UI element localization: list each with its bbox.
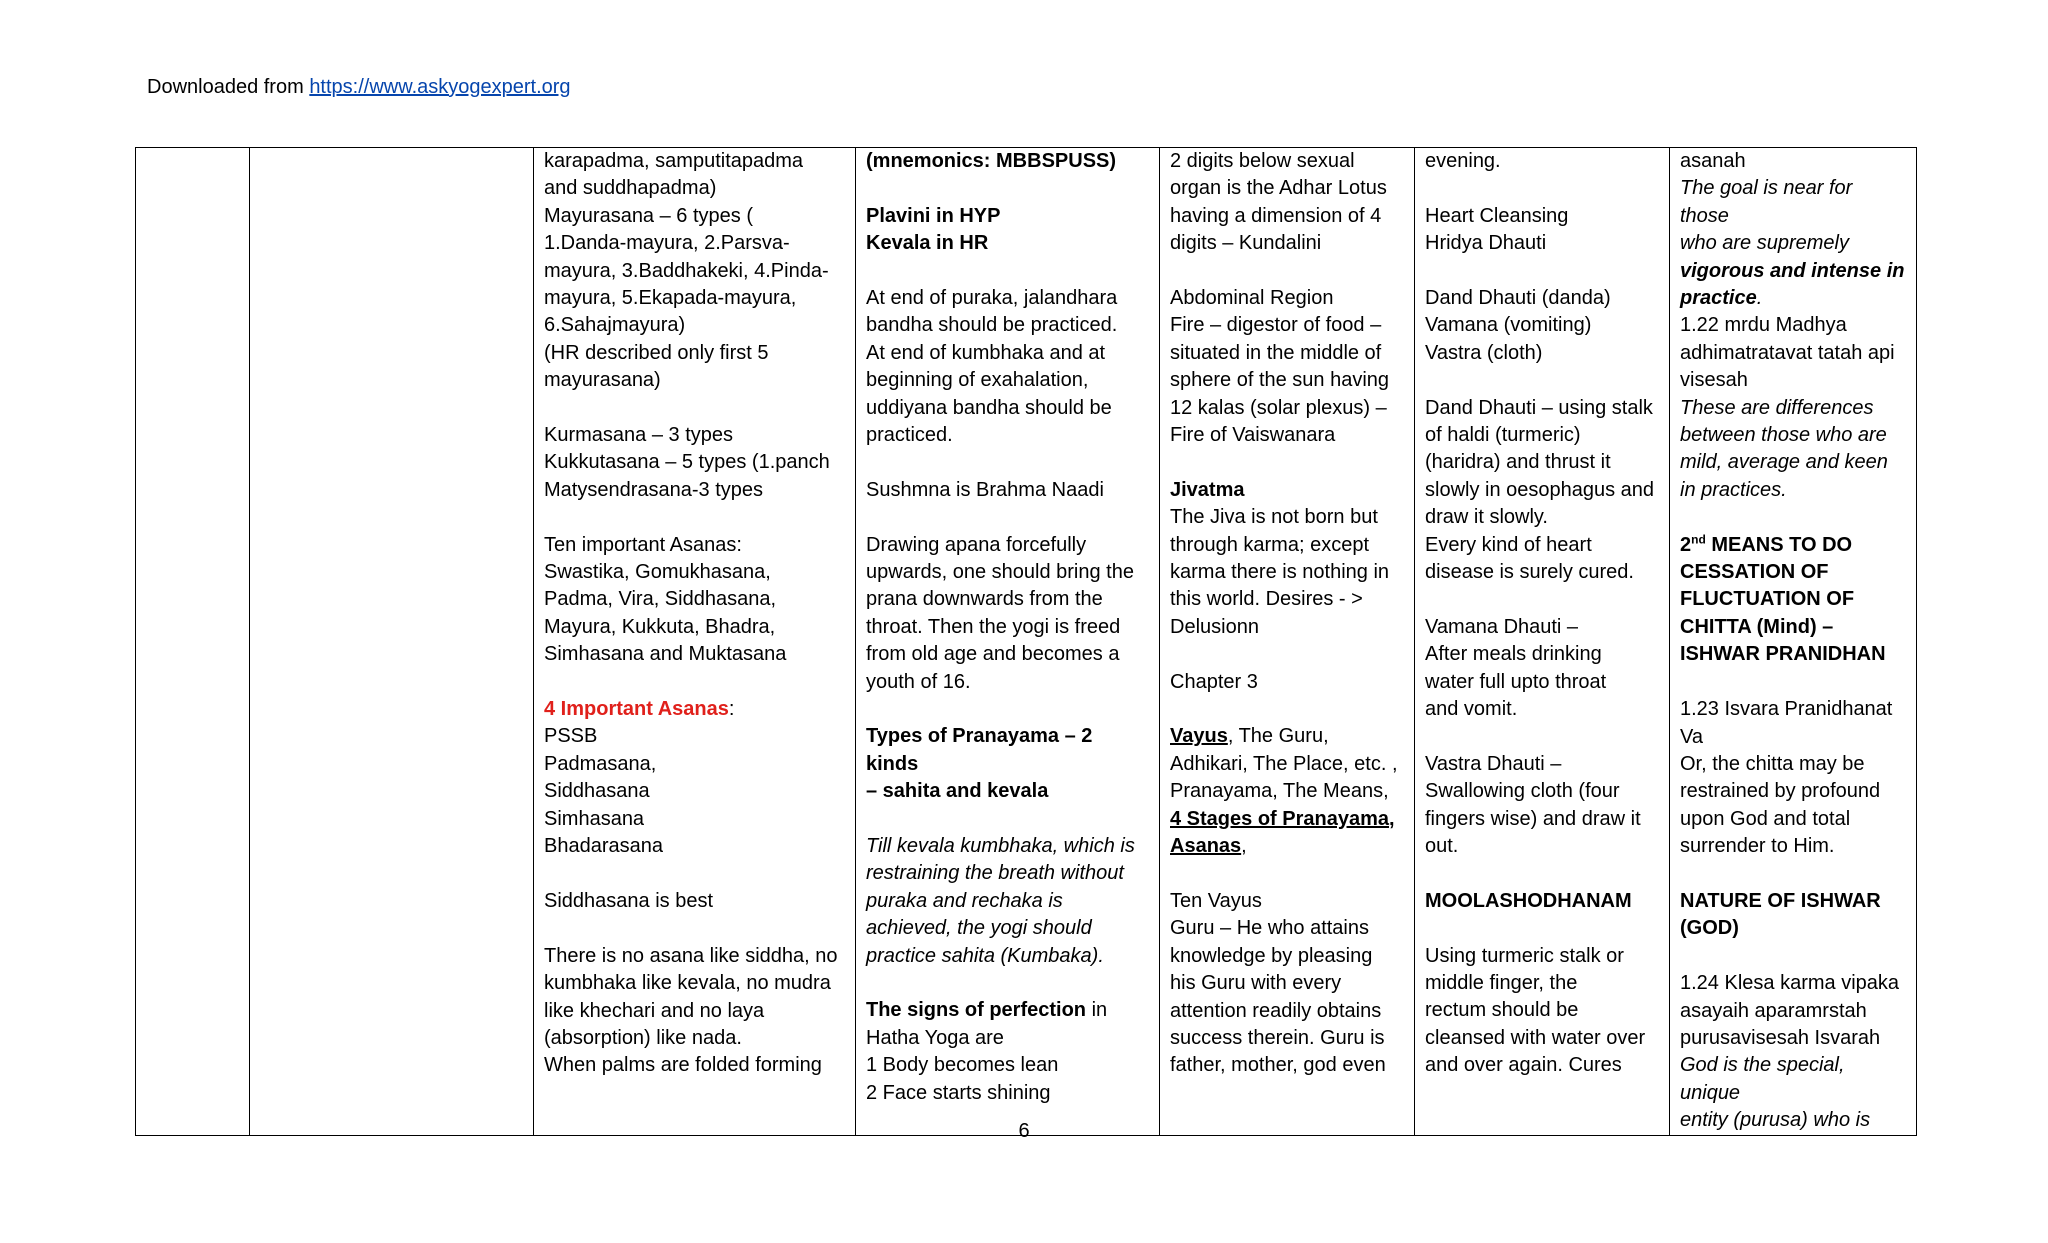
text-line: Mayurasana – 6 types (	[544, 204, 753, 227]
text-line: mayura, 5.Ekapada-mayura,	[544, 287, 797, 310]
vayus-heading	[1170, 723, 1404, 750]
text-line: At end of puraka, jalandhara	[866, 287, 1118, 309]
text-line: knowledge by pleasing	[1170, 944, 1373, 967]
practice-line	[1680, 285, 1906, 312]
text-line: At end of kumbhaka and at	[866, 341, 1106, 364]
text-line	[544, 861, 845, 888]
means-text: MEANS TO DO	[1705, 533, 1853, 556]
blank-line	[1170, 861, 1404, 888]
blank-line	[1170, 449, 1404, 476]
text-line: 1 Body becomes lean	[866, 1054, 1059, 1077]
chakras-vayus-cell	[1160, 148, 1415, 1136]
text-line: Chapter 3	[1170, 670, 1258, 693]
blank-line	[1425, 175, 1659, 202]
text-line: 1.23 Isvara Pranidhanat	[1680, 698, 1893, 721]
signs-label: The signs of perfection	[866, 999, 1087, 1022]
source-link[interactable]: https://www.askyogexpert.org	[309, 76, 571, 98]
text-line: in practices.	[1680, 478, 1787, 501]
mnemonic-line	[866, 148, 1149, 175]
asanas-text	[544, 148, 845, 1080]
text-line	[544, 395, 845, 422]
text-line: and vomit.	[1425, 698, 1518, 721]
practice-word: practice	[1680, 287, 1757, 310]
text-line: practice sahita (Kumbaka).	[866, 944, 1104, 967]
text-line	[544, 915, 845, 942]
text-line: Hatha Yoga are	[866, 1026, 1004, 1049]
text-line: Siddhasana	[544, 780, 650, 803]
text-line: success therein. Guru is	[1170, 1026, 1385, 1049]
blank-line	[1425, 586, 1659, 613]
pranayama-cell	[856, 148, 1160, 1136]
text-line: and over again. Cures	[1425, 1054, 1622, 1077]
text-line: father, mother, god even	[1170, 1054, 1386, 1077]
text-line: Bhadarasana	[544, 835, 663, 858]
download-prefix: Downloaded from	[147, 76, 310, 98]
text-line: The goal is near for those	[1680, 177, 1853, 227]
signs-suffix: in	[1086, 999, 1108, 1022]
text-line: There is no asana like siddha, no	[544, 944, 838, 967]
text-line: FLUCTUATION OF	[1680, 588, 1855, 611]
text-line: disease is surely cured.	[1425, 561, 1634, 584]
text-line: rectum should be	[1425, 999, 1579, 1022]
mnemonic-text: (mnemonics: MBBSPUSS)	[866, 150, 1117, 172]
blank-line	[1425, 367, 1659, 394]
text-line: CESSATION OF	[1680, 561, 1829, 584]
blank-line	[1680, 504, 1906, 531]
heading-colon: :	[728, 698, 735, 721]
text-line: adhimatratavat tatah api	[1680, 341, 1895, 364]
text-line: Va	[1680, 725, 1703, 748]
text-line: (absorption) like nada.	[544, 1026, 742, 1049]
text-line: his Guru with every	[1170, 972, 1342, 995]
text-line: bandha should be practiced.	[866, 314, 1118, 337]
text-line: surrender to Him.	[1680, 835, 1835, 858]
text-line: Vamana Dhauti –	[1425, 615, 1579, 638]
text-line: achieved, the yogi should	[866, 917, 1092, 940]
text-line: Or, the chitta may be	[1680, 752, 1865, 775]
ordinal-number: 2	[1680, 533, 1692, 556]
text-line: kumbhaka like kevala, no mudra	[544, 972, 831, 995]
text-line: and suddhapadma)	[544, 177, 717, 200]
blank-line	[1170, 641, 1404, 668]
text-line: mild, average and keen	[1680, 451, 1888, 474]
text-line: out.	[1425, 835, 1459, 858]
text-line: Adhikari, The Place, etc. ,	[1170, 752, 1398, 775]
vayus-suffix: , The Guru,	[1227, 725, 1329, 748]
text-line: Fire – digestor of food –	[1170, 314, 1382, 337]
asanas-suffix: ,	[1241, 835, 1247, 858]
download-source-line	[147, 74, 571, 100]
text-line: having a dimension of 4	[1170, 204, 1382, 227]
text-line: Vamana (vomiting)	[1425, 314, 1592, 337]
blank-line	[1680, 861, 1906, 888]
text-line: asayaih aparamrstah	[1680, 999, 1867, 1022]
text-line: Abdominal Region	[1170, 287, 1334, 310]
text-line: Dand Dhauti (danda)	[1425, 287, 1611, 309]
blank-line	[1425, 860, 1659, 887]
text-line: (haridra) and thrust it	[1425, 451, 1611, 474]
text-line: – sahita and kevala	[866, 780, 1049, 803]
asanas-label: Asanas	[1170, 835, 1242, 858]
empty-cell-1	[136, 148, 250, 1136]
text-line: Hridya Dhauti	[1425, 232, 1547, 255]
page-number: 6	[1018, 1120, 1030, 1142]
text-line: These are differences	[1680, 396, 1874, 419]
blank-line	[866, 175, 1149, 202]
important-asanas-heading	[544, 696, 845, 723]
text-line: 1.22 mrdu Madhya	[1680, 314, 1847, 337]
text-line	[544, 504, 845, 531]
text-line: 2 Face starts shining	[866, 1081, 1051, 1104]
blank-line	[866, 696, 1149, 723]
blank-line	[1425, 258, 1659, 285]
text-line: karapadma, samputitapadma	[544, 150, 804, 172]
text-line: restraining the breath without	[866, 862, 1124, 885]
ordinal-suffix: nd	[1691, 532, 1706, 547]
practice-period: .	[1756, 287, 1763, 310]
text-line: cleansed with water over	[1425, 1026, 1646, 1049]
text-line: sphere of the sun having	[1170, 369, 1390, 392]
text-line: Delusionn	[1170, 615, 1259, 638]
text-line: Dand Dhauti – using stalk	[1425, 396, 1653, 419]
text-line: prana downwards from the	[866, 588, 1103, 611]
asanas-cell	[534, 148, 856, 1136]
text-line: 1.24 Klesa karma vipaka	[1680, 972, 1900, 995]
asanas-heading	[1170, 833, 1404, 860]
text-line: (GOD)	[1680, 917, 1739, 940]
blank-line	[1425, 915, 1659, 942]
text-line: The Jiva is not born but	[1170, 506, 1378, 529]
blank-line	[866, 806, 1149, 833]
text-line: When palms are folded forming	[544, 1054, 822, 1077]
text-line: ISHWAR PRANIDHAN	[1680, 643, 1886, 666]
text-line: situated in the middle of	[1170, 341, 1382, 364]
text-line: digits – Kundalini	[1170, 232, 1322, 255]
text-line: Ten Vayus	[1170, 889, 1262, 912]
text-line: NATURE OF ISHWAR	[1680, 889, 1881, 912]
text-line: of haldi (turmeric)	[1425, 424, 1581, 447]
text-line: like khechari and no laya	[544, 999, 765, 1022]
blank-line	[866, 258, 1149, 285]
text-line: Sushmna is Brahma Naadi	[866, 478, 1104, 501]
table-row	[136, 148, 1917, 1136]
text-line: Mayura, Kukkuta, Bhadra,	[544, 615, 776, 638]
text-line: uddiyana bandha should be	[866, 396, 1112, 419]
text-line: Padmasana,	[544, 752, 657, 775]
text-line: Fire of Vaiswanara	[1170, 424, 1336, 447]
text-line: Matysendrasana-3 types	[544, 478, 764, 501]
text-line: beginning of exahalation,	[866, 369, 1089, 392]
blank-line	[866, 504, 1149, 531]
text-line: restrained by profound	[1680, 780, 1881, 803]
text-line: After meals drinking	[1425, 643, 1602, 666]
text-line: evening.	[1425, 150, 1501, 172]
blank-line	[1680, 943, 1906, 970]
text-line: Padma, Vira, Siddhasana,	[544, 588, 777, 611]
text-line: fingers wise) and draw it	[1425, 807, 1641, 830]
text-line: karma there is nothing in	[1170, 561, 1390, 584]
text-line: Guru – He who attains	[1170, 917, 1369, 940]
dhauti-text	[1425, 148, 1659, 1080]
signs-heading	[866, 997, 1149, 1024]
text-line: 2 digits below sexual	[1170, 150, 1355, 172]
text-line: God is the special, unique	[1680, 1054, 1845, 1104]
text-line: this world. Desires - >	[1170, 588, 1363, 611]
text-line: Simhasana	[544, 807, 645, 830]
text-line: practiced.	[866, 424, 953, 447]
text-line: (HR described only first 5	[544, 341, 769, 364]
text-line: entity (purusa) who is	[1680, 1109, 1871, 1132]
notes-table	[135, 147, 1917, 1136]
blank-line	[1425, 723, 1659, 750]
text-line: Drawing apana forcefully	[866, 533, 1087, 556]
text-line: Swallowing cloth (four	[1425, 780, 1620, 803]
text-line: throat. Then the yogi is freed	[866, 615, 1121, 638]
text-line: attention readily obtains	[1170, 999, 1382, 1022]
text-line: slowly in oesophagus and	[1425, 478, 1655, 501]
text-line: through karma; except	[1170, 533, 1369, 556]
yoga-sutra-text	[1680, 148, 1906, 1135]
text-line: vigorous and intense in	[1680, 259, 1905, 282]
text-line: who are supremely	[1680, 232, 1849, 255]
text-line: Kevala in HR	[866, 232, 989, 255]
text-line: between those who are	[1680, 424, 1887, 447]
text-line: 12 kalas (solar plexus) –	[1170, 396, 1387, 419]
text-line: Pranayama, The Means,	[1170, 780, 1389, 803]
text-line: upwards, one should bring the	[866, 561, 1134, 584]
blank-line	[866, 970, 1149, 997]
blank-line	[1170, 696, 1404, 723]
text-line	[544, 669, 845, 696]
dhauti-cell	[1415, 148, 1670, 1136]
text-line: middle finger, the	[1425, 972, 1578, 995]
text-line: CHITTA (Mind) –	[1680, 615, 1834, 638]
text-line: Kurmasana – 3 types	[544, 424, 733, 447]
text-line: organ is the Adhar Lotus	[1170, 177, 1387, 200]
text-line: youth of 16.	[866, 670, 971, 693]
text-line: Ten important Asanas:	[544, 533, 742, 556]
text-line: Swastika, Gomukhasana,	[544, 561, 771, 584]
text-line: Every kind of heart	[1425, 533, 1592, 556]
text-line: Jivatma	[1170, 478, 1245, 501]
text-line: Simhasana and Muktasana	[544, 643, 787, 666]
blank-line	[1170, 258, 1404, 285]
chakras-vayus-text	[1170, 148, 1404, 1080]
vayus-label: Vayus	[1170, 725, 1228, 748]
yoga-sutra-cell	[1670, 148, 1917, 1136]
text-line: upon God and total	[1680, 807, 1851, 830]
text-line: 4 Stages of Pranayama,	[1170, 807, 1395, 830]
blank-line	[1680, 669, 1906, 696]
pranayama-text	[866, 148, 1149, 1107]
text-line: Vastra (cloth)	[1425, 341, 1543, 364]
blank-line	[866, 449, 1149, 476]
text-line: mayura, 3.Baddhakeki, 4.Pinda-	[544, 259, 829, 282]
text-line: 1.Danda-mayura, 2.Parsva-	[544, 232, 790, 255]
text-line: Heart Cleansing	[1425, 204, 1569, 227]
text-line: PSSB	[544, 725, 598, 748]
text-line: Vastra Dhauti –	[1425, 752, 1562, 775]
empty-cell-2	[250, 148, 534, 1136]
text-line: visesah	[1680, 369, 1748, 392]
text-line: puraka and rechaka is	[866, 889, 1063, 912]
second-means-heading	[1680, 532, 1906, 559]
text-line: mayurasana)	[544, 369, 661, 392]
important-asanas-label: 4 Important Asanas	[544, 698, 729, 721]
text-line: 6.Sahajmayura)	[544, 314, 686, 337]
text-line: Plavini in HYP	[866, 204, 1001, 227]
text-line: from old age and becomes a	[866, 643, 1120, 666]
text-line: water full upto throat	[1425, 670, 1607, 693]
text-line: purusavisesah Isvarah	[1680, 1026, 1881, 1049]
text-line: asanah	[1680, 150, 1746, 172]
text-line: MOOLASHODHANAM	[1425, 889, 1632, 912]
text-line: Siddhasana is best	[544, 889, 714, 912]
text-line: Kukkutasana – 5 types (1.panch	[544, 451, 830, 474]
text-line: Using turmeric stalk or	[1425, 944, 1624, 967]
text-line: draw it slowly.	[1425, 506, 1548, 529]
text-line: Types of Pranayama – 2 kinds	[866, 725, 1093, 775]
text-line: Till kevala kumbhaka, which is	[866, 835, 1135, 858]
